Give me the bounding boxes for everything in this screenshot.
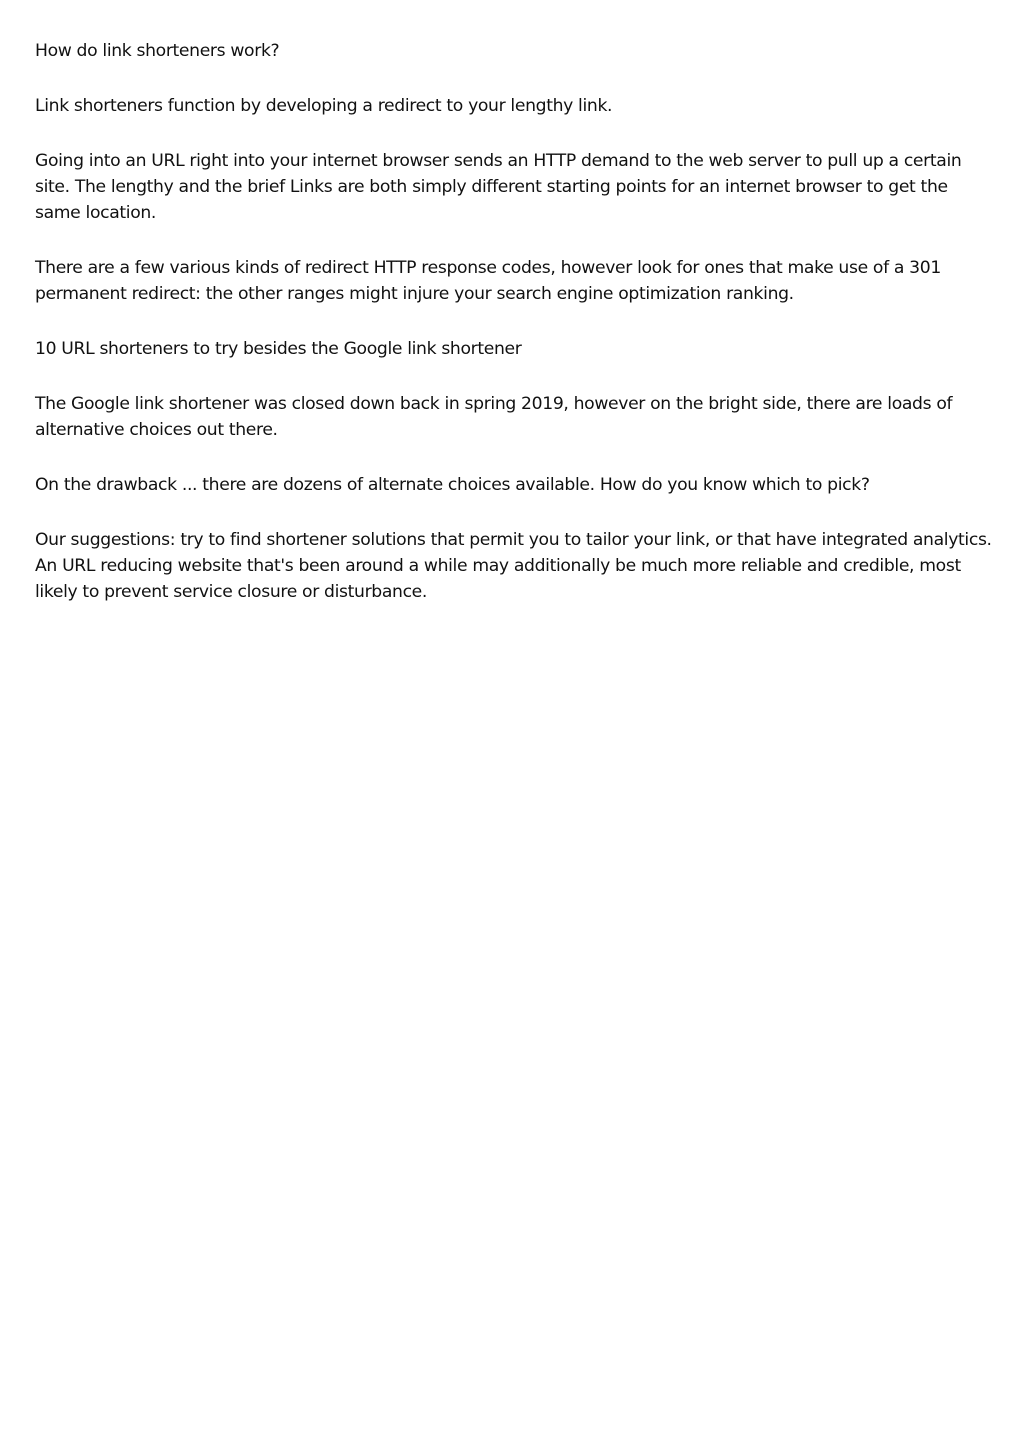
paragraph-suggestions: Our suggestions: try to find shortener solutions that permit you to tailor your link, or that have integrated analytics. An URL reducing website that's been around a while may additionally be much more reliable and credible, most likely to prevent service closure or disturbance. <box>35 530 992 602</box>
paragraph-google-shutdown: The Google link shortener was closed down back in spring 2019, however on the bright side, there are loads of alternative choices out there. <box>35 394 953 440</box>
heading-url-shorteners-list: 10 URL shorteners to try besides the Google link shortener <box>35 339 522 359</box>
paragraph-redirect-codes: There are a few various kinds of redirect HTTP response codes, however look for ones that make use of a 301 permanent redirect: the other ranges might injure your search engine optimization ranking. <box>35 258 941 304</box>
paragraph-http-demand: Going into an URL right into your internet browser sends an HTTP demand to the web server to pull up a certain site. The lengthy and the brief Links are both simply different starting points for an internet browser to get the same location. <box>35 151 962 223</box>
paragraph-redirect-intro: Link shorteners function by developing a redirect to your lengthy link. <box>35 96 613 116</box>
document-page <box>35 38 995 634</box>
heading-how-link-shorteners-work: How do link shorteners work? <box>35 41 280 61</box>
paragraph-drawback: On the drawback ... there are dozens of alternate choices available. How do you know which to pick? <box>35 475 870 495</box>
